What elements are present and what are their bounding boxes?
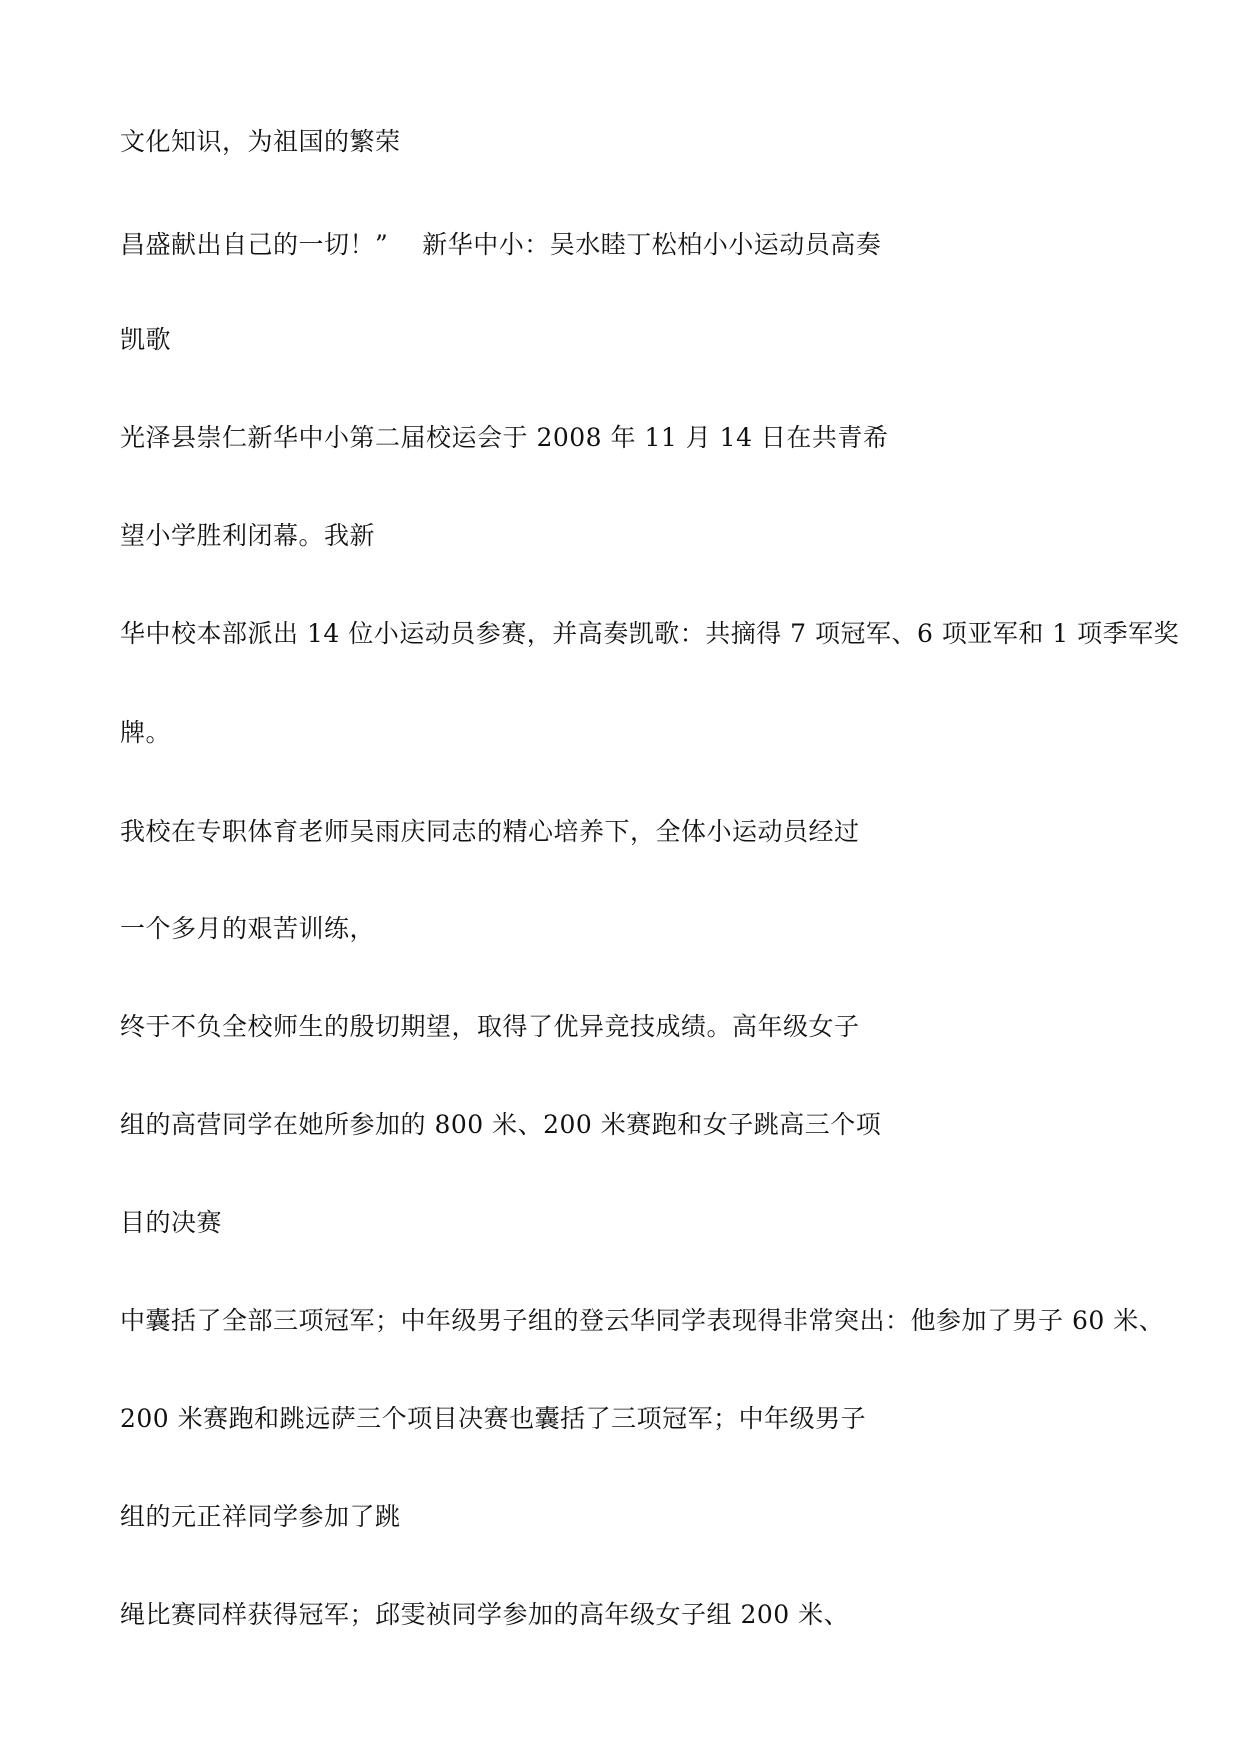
text-line: 绳比赛同样获得冠军；邱雯祯同学参加的高年级女子组 200 米、 bbox=[120, 1600, 850, 1629]
text-line: 华中校本部派出 14 位小运动员参赛，并高奏凯歌：共摘得 7 项冠军、6 项亚军和 1 项季军奖 bbox=[120, 619, 1180, 648]
text-line: 组的高营同学在她所参加的 800 米、200 米赛跑和女子跳高三个项 bbox=[120, 1110, 882, 1139]
text-line: 凯歌 bbox=[120, 325, 172, 354]
text-line: 目的决赛 bbox=[120, 1208, 223, 1237]
text-line: 一个多月的艰苦训练， bbox=[120, 914, 376, 943]
text-line: 文化知识，为祖国的繁荣 bbox=[120, 127, 401, 156]
text-line: 200 米赛跑和跳远萨三个项目决赛也囊括了三项冠军；中年级男子 bbox=[120, 1404, 867, 1433]
text-line: 牌。 bbox=[120, 718, 172, 747]
text-line: 终于不负全校师生的殷切期望，取得了优异竞技成绩。高年级女子 bbox=[120, 1012, 860, 1041]
text-line: 中囊括了全部三项冠军；中年级男子组的登云华同学表现得非常突出：他参加了男子 60 米、 bbox=[120, 1306, 1165, 1335]
text-line: 光泽县崇仁新华中小第二届校运会于 2008 年 11 月 14 日在共青希 bbox=[120, 423, 889, 452]
text-line: 望小学胜利闭幕。我新 bbox=[120, 521, 376, 550]
text-line: 组的元正祥同学参加了跳 bbox=[120, 1502, 401, 1531]
text-line: 我校在专职体育老师吴雨庆同志的精心培养下，全体小运动员经过 bbox=[120, 817, 860, 846]
text-line: 昌盛献出自己的一切！” 新华中小：吴水睦丁松柏小小运动员高奏 bbox=[120, 230, 882, 259]
